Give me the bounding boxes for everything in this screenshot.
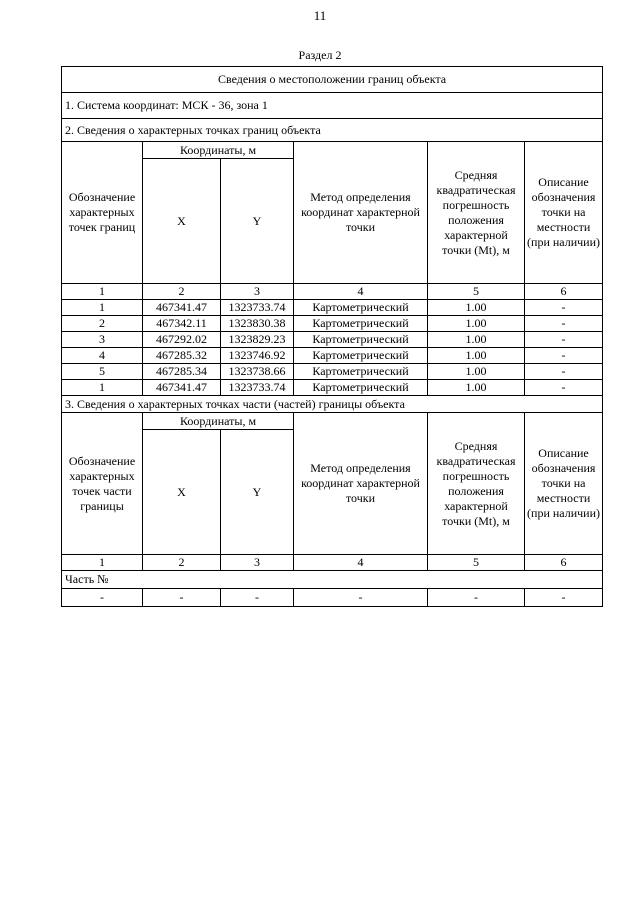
error: 1.00	[428, 332, 525, 348]
part3-col-y: Y	[221, 430, 294, 555]
part3-colnum: 1	[62, 555, 143, 571]
coord-y: 1323746.92	[221, 348, 294, 364]
error: 1.00	[428, 316, 525, 332]
coord-x: 467285.34	[143, 364, 221, 380]
error: 1.00	[428, 348, 525, 364]
part2-colnum: 6	[525, 284, 603, 300]
part2-col-coords: Координаты, м	[143, 142, 294, 159]
coord-x: 467292.02	[143, 332, 221, 348]
description: -	[525, 332, 603, 348]
part2-col-x: X	[143, 159, 221, 284]
empty-cell: -	[428, 589, 525, 607]
empty-cell: -	[143, 589, 221, 607]
coord-x: 467341.47	[143, 380, 221, 396]
part2-colnum: 5	[428, 284, 525, 300]
part2-col-method: Метод определения координат характерной точки	[294, 142, 428, 284]
point-id: 1	[62, 300, 143, 316]
table-row	[62, 332, 603, 348]
empty-cell: -	[221, 589, 294, 607]
section-title: Раздел 2	[298, 48, 342, 62]
coord-y: 1323829.23	[221, 332, 294, 348]
boundary-table	[61, 66, 603, 607]
coord-x: 467341.47	[143, 300, 221, 316]
error: 1.00	[428, 380, 525, 396]
method: Картометрический	[294, 348, 428, 364]
part2-col-y: Y	[221, 159, 294, 284]
point-id: 4	[62, 348, 143, 364]
table-row	[62, 348, 603, 364]
table-row	[62, 300, 603, 316]
coord-system: 1. Система координат: МСК - 36, зона 1	[62, 93, 603, 119]
coord-y: 1323738.66	[221, 364, 294, 380]
part3-colnum: 6	[525, 555, 603, 571]
point-id: 3	[62, 332, 143, 348]
coord-y: 1323733.74	[221, 380, 294, 396]
error: 1.00	[428, 300, 525, 316]
description: -	[525, 348, 603, 364]
coord-y: 1323733.74	[221, 300, 294, 316]
method: Картометрический	[294, 380, 428, 396]
part2-colnum: 2	[143, 284, 221, 300]
description: -	[525, 364, 603, 380]
part3-colnum: 3	[221, 555, 294, 571]
part3-col-error: Средняя квадратическая погрешность положения характерной точки (Mt), м	[428, 413, 525, 555]
description: -	[525, 380, 603, 396]
part-label: Часть №	[62, 571, 603, 589]
part2-col-description: Описание обозначения точки на местности (при наличии)	[525, 142, 603, 284]
part3-col-designation: Обозначение характерных точек части границы	[62, 413, 143, 555]
coord-x: 467285.32	[143, 348, 221, 364]
empty-cell: -	[294, 589, 428, 607]
description: -	[525, 300, 603, 316]
part3-heading: 3. Сведения о характерных точках части (частей) границы объекта	[62, 396, 603, 413]
coord-x: 467342.11	[143, 316, 221, 332]
table-row	[62, 364, 603, 380]
table-row	[62, 380, 603, 396]
part3-colnum: 4	[294, 555, 428, 571]
empty-cell: -	[525, 589, 603, 607]
description: -	[525, 316, 603, 332]
part2-col-designation: Обозначение характерных точек границ	[62, 142, 143, 284]
part3-colnum: 5	[428, 555, 525, 571]
part3-col-method: Метод определения координат характерной точки	[294, 413, 428, 555]
method: Картометрический	[294, 300, 428, 316]
part2-colnum: 3	[221, 284, 294, 300]
point-id: 2	[62, 316, 143, 332]
part3-col-x: X	[143, 430, 221, 555]
part3-col-coords: Координаты, м	[143, 413, 294, 430]
point-id: 5	[62, 364, 143, 380]
part2-col-error: Средняя квадратическая погрешность положения характерной точки (Mt), м	[428, 142, 525, 284]
part2-colnum: 4	[294, 284, 428, 300]
page-number: 11	[313, 8, 327, 23]
table-row	[62, 589, 603, 607]
method: Картометрический	[294, 364, 428, 380]
point-id: 1	[62, 380, 143, 396]
method: Картометрический	[294, 316, 428, 332]
method: Картометрический	[294, 332, 428, 348]
part2-colnum: 1	[62, 284, 143, 300]
part2-heading: 2. Сведения о характерных точках границ объекта	[62, 119, 603, 142]
part3-col-description: Описание обозначения точки на местности (при наличии)	[525, 413, 603, 555]
table-row	[62, 316, 603, 332]
coord-y: 1323830.38	[221, 316, 294, 332]
error: 1.00	[428, 364, 525, 380]
empty-cell: -	[62, 589, 143, 607]
table-title: Сведения о местоположении границ объекта	[62, 67, 603, 93]
part3-colnum: 2	[143, 555, 221, 571]
